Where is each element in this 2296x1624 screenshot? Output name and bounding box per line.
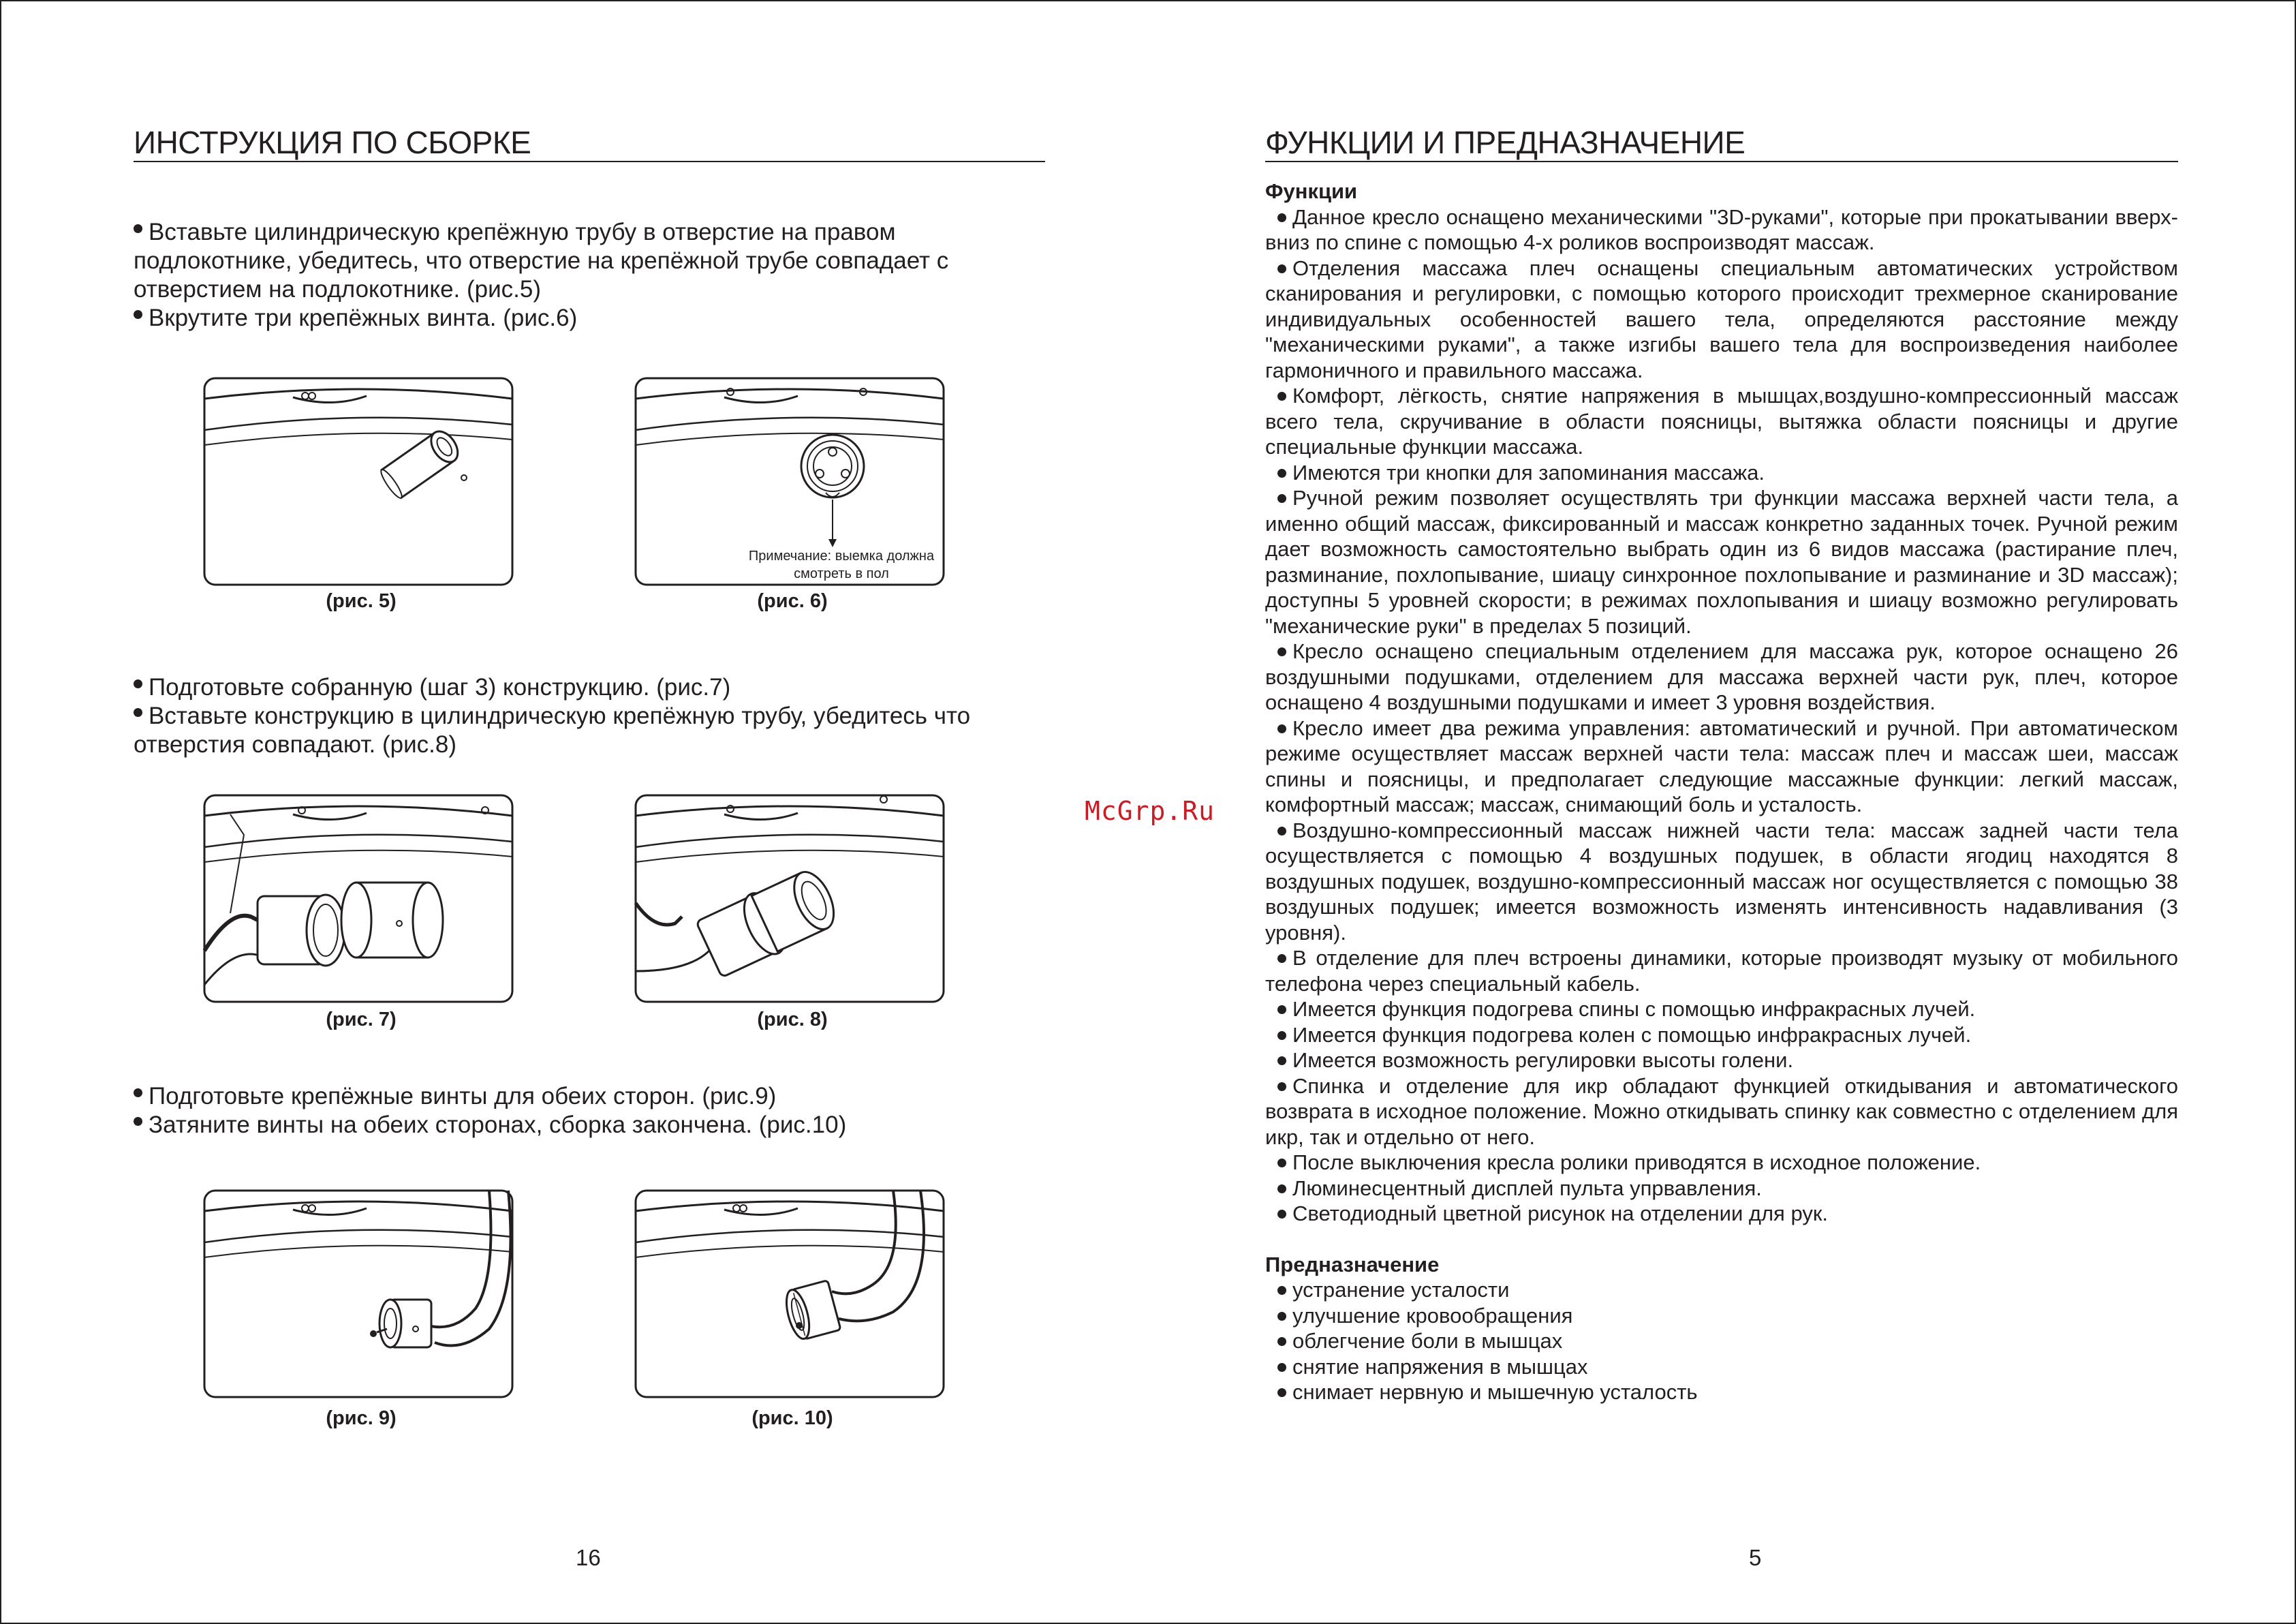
functions-list: [1265, 204, 2178, 1227]
bullet-icon: [1277, 954, 1286, 963]
bullet-icon: [1277, 1184, 1286, 1193]
fig-6-note: Примечание: выемка должна смотреть в пол: [748, 549, 935, 581]
heading-rule-right: [1265, 161, 2178, 162]
functions-subtitle: Функции: [1265, 179, 1358, 203]
bullet-icon: [1277, 469, 1286, 478]
assembly-heading: ИНСТРУКЦИЯ ПО СБОРКЕ: [134, 125, 531, 160]
list-item: Данное кресло оснащено механическими "3D-руками", которые при прокатывании вверх-вниз по спине с помощью 4-х роликов воспроизводят массаж.: [1265, 204, 2178, 254]
list-item: Светодиодный цветной рисунок на отделении для рук.: [1265, 1201, 2178, 1227]
list-item: Имеется возможность регулировки высоты голени.: [1265, 1047, 2178, 1073]
list-item: Люминесцентный дисплей пульта упрвавления.: [1265, 1176, 2178, 1201]
step-insert-construction: Вставьте конструкцию в цилиндрическую крепёжную трубу, убедитесь что отверстия совпадают. (рис.8): [134, 703, 971, 758]
list-item: снимает нервную и мышечную усталость: [1265, 1379, 2178, 1405]
bullet-icon: [1277, 647, 1286, 656]
functions-heading: ФУНКЦИИ И ПРЕДНАЗНАЧЕНИЕ: [1265, 125, 1746, 160]
list-item: Ручной режим позволяет осуществлять три функции массажа верхней части тела, а именно общий массаж, фиксированный и массаж конкретно заданных точек. Ручной режим дает возможность самостоятельно выбрать один из 6 видов массажа (растирание плеч, разминание, похлопывание, шиацу синхронное похлопывание и разминание и 3D массаж); доступны 5 уровней скорости; в режимах похлопывания и шиацу возможно регулировать "механические руки" в пределах 5 позиций.: [1265, 486, 2178, 638]
step-tighten-screws: Затяните винты на обеих сторонах, сборка закончена. (рис.10): [134, 1111, 1019, 1139]
purpose-list: [1265, 1277, 2178, 1405]
functions-body: [1265, 179, 2178, 1405]
bullet-icon: [1277, 1286, 1286, 1295]
bullet-icon: [1277, 1363, 1286, 1372]
bullet-icon: [1277, 1337, 1286, 1346]
step-prepare-construction: Подготовьте собранную (шаг 3) конструкцию. (рис.7): [134, 673, 1019, 702]
page-number-left: 16: [576, 1545, 601, 1570]
bullet-icon: [1277, 1005, 1286, 1014]
step-insert-tube: Вставьте цилиндрическую крепёжную трубу в отверстие на правом подлокотнике, убедитесь, что отверстие на крепёжной трубе совпадает с отверстием на подлокотнике. (рис.5): [134, 219, 949, 303]
step-screw-in: Вкрутите три крепёжных винта. (рис.6): [134, 304, 1019, 333]
list-item: устранение усталости: [1265, 1277, 2178, 1303]
list-item: После выключения кресла ролики приводятся в исходное положение.: [1265, 1150, 2178, 1176]
step-prepare-screws: Подготовьте крепёжные винты для обеих сторон. (рис.9): [134, 1082, 1019, 1111]
list-item: Спинка и отделение для икр обладают функцией откидывания и автоматического возврата в исходное положение. Можно откидывать спинку как совместно с отделением для икр, так и отдельно от него.: [1265, 1073, 2178, 1149]
bullet-icon: [1277, 1082, 1286, 1091]
caption-fig-9: (рис. 9): [326, 1407, 397, 1429]
bullet-icon: [1277, 724, 1286, 733]
list-item: Отделения массажа плеч оснащены специальным автоматических устройством сканирования и регулировки, с помощью которого происходит трехмерное сканирование индивидуальных особенностей вашего тела, определяются расстояние между "механическими руками", а также изгибы вашего тела для воспроизведения наиболее гармоничного и правильного массажа.: [1265, 256, 2178, 382]
list-item: Кресло оснащено специальным отделением для массажа рук, которое оснащено 26 воздушными подушками, отделением для массажа верхней части рук, плеч, которое оснащено 4 воздушными подушками и имеет 3 уровня воздействия.: [1265, 639, 2178, 714]
page-number-right: 5: [1749, 1545, 1762, 1570]
list-item: Имеется функция подогрева спины с помощью инфракрасных лучей.: [1265, 996, 2178, 1022]
watermark-text: McGrp.Ru: [1085, 796, 1215, 826]
list-item: Воздушно-компрессионный массаж нижней части тела: массаж задней части тела осуществляется с помощью 4 воздушных подушек, в области ягодиц находятся 8 воздушных подушек, воздушно-компрессионный массаж ног осуществляется с помощью 38 воздушных подушек; имеется возможность изменять интенсивность надавливания (3 уровня).: [1265, 818, 2178, 945]
list-item: облегчение боли в мышцах: [1265, 1328, 2178, 1354]
bullet-icon: [1277, 1056, 1286, 1065]
bullet-icon: [1277, 1312, 1286, 1321]
bullet-icon: [1277, 1388, 1286, 1397]
bullet-icon: [1277, 1210, 1286, 1219]
bullet-icon: [1277, 213, 1286, 222]
caption-fig-10: (рис. 10): [751, 1407, 833, 1429]
caption-fig-7: (рис. 7): [326, 1009, 397, 1030]
caption-fig-8: (рис. 8): [757, 1009, 828, 1030]
purpose-subtitle: Предназначение: [1265, 1252, 1440, 1276]
list-item: В отделение для плеч встроены динамики, которые производят музыку от мобильного телефона через специальный кабель.: [1265, 946, 2178, 996]
caption-fig-5: (рис. 5): [326, 590, 397, 612]
bullet-icon: [1277, 392, 1286, 401]
bullet-icon: [1277, 264, 1286, 273]
bullet-icon: [1277, 1031, 1286, 1040]
list-item: Комфорт, лёгкость, снятие напряжения в мышцах,воздушно-компрессионный массаж всего тела, скручивание в области поясницы, вытяжка области поясницы и другие специальные функции массажа.: [1265, 384, 2178, 459]
bullet-icon: [1277, 494, 1286, 503]
caption-fig-6: (рис. 6): [757, 590, 828, 612]
list-item: Кресло имеет два режима управления: автоматический и ручной. При автоматическом режиме осуществляет массаж верхней части тела: массаж плеч и массаж шеи, массаж спины и поясницы, и предполагает следующие массажные функции: легкий массаж, комфортный массаж; массаж, снимающий боль и усталость.: [1265, 716, 2178, 816]
spacer: [1265, 1227, 2178, 1252]
bullet-icon: [1277, 827, 1286, 836]
list-item: снятие напряжения в мышцах: [1265, 1354, 2178, 1380]
bullet-icon: [1277, 1159, 1286, 1167]
list-item: Имеется функция подогрева колен с помощью инфракрасных лучей.: [1265, 1022, 2178, 1048]
list-item: улучшение кровообращения: [1265, 1303, 2178, 1329]
list-item: Имеются три кнопки для запоминания массажа.: [1265, 460, 2178, 486]
